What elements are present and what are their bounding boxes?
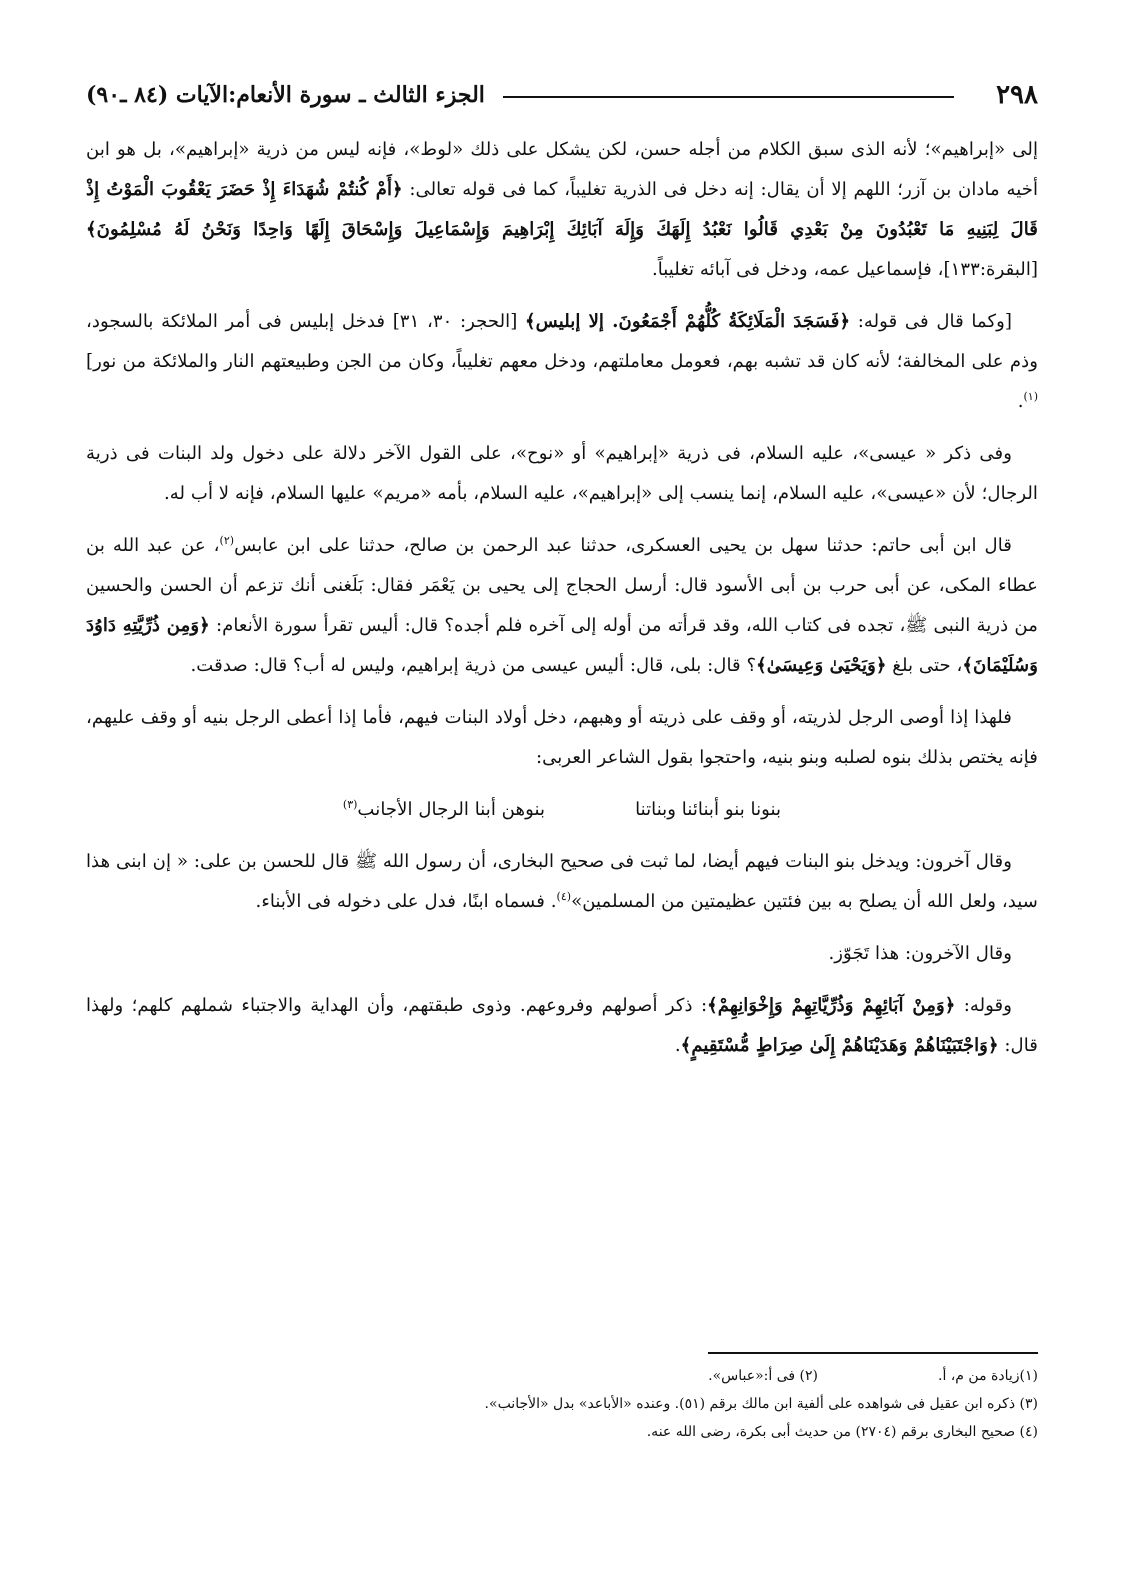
footnote-3: (٣) ذكره ابن عقيل فى شواهده على ألفية ابن مالك برقم (٥١). وعنده «الأباعد» بدل «الأجانب».: [484, 1396, 1038, 1412]
paragraph-text: وقال آخرون: ويدخل بنو البنات فيهم أيضا، لما ثبت فى صحيح البخارى، أن رسول الله ﷺ قال للحسن بن على: « إن ابنى هذا سيد، ولعل الله أن يصلح به بين فئتين عظيمتين من المسلمين»: [86, 851, 1038, 912]
quran-verse: ﴿وَمِن ذُرِّيَّتِهِ دَاوُدَ وَسُلَيْمَانَ﴾: [86, 615, 1038, 676]
paragraph-iblis: [86, 302, 1038, 422]
footnote-marker-3[interactable]: (٣): [342, 797, 358, 811]
paragraph-text: ، حتى بلغ: [886, 655, 963, 676]
main-text: [86, 130, 1038, 1066]
footnotes: [86, 1352, 1038, 1446]
paragraph-isa: وفى ذكر « عيسى»، عليه السلام، فى ذرية «إبراهيم» أو «نوح»، على القول الآخر دلالة على دخول ولد البنات فى ذرية الرجال؛ لأن «عيسى»، عليه السلام، إنما ينسب إلى «إبراهيم»، عليه السلام، بأمه «مريم» عليها السلام، فإنه لا أب له.: [86, 443, 1038, 504]
paragraph-inheritance: فلهذا إذا أوصى الرجل لذريته، أو وقف على ذريته أو وهبهم، دخل أولاد البنات فيهم، فأما إذا أعطى الرجل بنيه أو وقف عليهم، فإنه يختص بذلك بنوه لصلبه وبنو بنيه، واحتجوا بقول الشاعر العربى:: [86, 707, 1038, 768]
paragraph-text: إلى «إبراهيم»؛ لأنه الذى سبق الكلام من أجله حسن، لكن يشكل على ذلك «لوط»، فإنه ليس من ذرية «إبراهيم»، بل هو ابن أخيه مادان بن آزر؛ اللهم إلا أن يقال: إنه دخل فى الذرية تغليباً، كما فى قوله تعالى:: [86, 139, 1038, 200]
paragraph-text: [البقرة:١٣٣]، فإسماعيل عمه، ودخل فى آبائه تغليباً.: [651, 259, 1038, 280]
book-page: [86, 78, 1038, 1558]
paragraph-lut: [86, 130, 1038, 290]
running-title: الجزء الثالث ـ سورة الأنعام:الآيات (٨٤ ـ٩٠): [86, 82, 485, 108]
verse-hemistich-left: [343, 790, 545, 830]
paragraph-text: .: [1017, 391, 1024, 412]
paragraph-text: ، عن عبد الله بن عطاء المكى، عن أبى حرب بن أبى الأسود قال: أرسل الحجاج إلى يحيى بن يَعْمَر فقال: بَلَغنى أنك تزعم أن الحسن والحسين من ذرية النبى ﷺ، تجده فى كتاب الله، وقد قرأته من أوله إلى آخره فلم أجده؟ قال: أليس تقرأ سورة الأنعام:: [86, 535, 1038, 636]
footnote-row: [86, 1362, 1038, 1390]
paragraph-text: ؟ قال: بلى، قال: أليس عيسى من ذرية إبراهيم، وليس له أب؟ قال: صدقت.: [190, 655, 757, 676]
footnote-1: (١)زيادة من م، أ.: [938, 1368, 1038, 1384]
footnote-marker-4[interactable]: (٤): [556, 889, 572, 903]
paragraph-text: .: [674, 1035, 681, 1056]
paragraph-text: قال ابن أبى حاتم: حدثنا سهل بن يحيى العسكرى، حدثنا عبد الرحمن بن صالح، حدثنا على ابن عابس: [234, 535, 1012, 556]
footnote-marker-1[interactable]: (١): [1023, 389, 1038, 403]
paragraph-hadith: [86, 526, 1038, 686]
quran-verse: ﴿أَمْ كُنتُمْ شُهَدَاءَ إِذْ حَضَرَ يَعْقُوبَ الْمَوْتُ إِذْ قَالَ لِبَنِيهِ مَا تَعْبُدُونَ مِنْ بَعْدِي قَالُوا نَعْبُدُ إِلَهَكَ وَإِلَهَ آبَائِكَ إِبْرَاهِيمَ وَإِسْمَاعِيلَ وَإِسْحَاقَ إِلَهًا وَاحِدًا وَنَحْنُ لَهُ مُسْلِمُونَ﴾: [86, 179, 1038, 240]
paragraph-others: [86, 842, 1038, 922]
quran-verse: ﴿وَيَحْيَىٰ وَعِيسَىٰ﴾: [756, 655, 887, 676]
paragraph-text: : ذكر أصولهم وفروعهم. وذوى طبقتهم، وأن الهداية والاجتباء شملهم كلهم؛ ولهذا قال:: [86, 995, 1038, 1056]
header-divider: [503, 96, 954, 98]
paragraph-text: [الحجر: ٣٠، ٣١] فدخل إبليس فى أمر الملائكة بالسجود، وذم على المخالفة؛ لأنه كان قد تشبه بهم، فعومل معاملتهم، ودخل معهم تغليباً، وكان من الجن وطبيعتهم النار والملائكة من نور]: [86, 311, 1038, 372]
quran-verse: ﴿فَسَجَدَ الْمَلَائِكَةُ كُلُّهُمْ أَجْمَعُونَ. إلا إبليس﴾: [524, 311, 851, 332]
paragraph-text: وقوله:: [955, 995, 1013, 1016]
paragraph-short: وقال الآخرون: هذا تَجَوّز.: [828, 943, 1012, 964]
quran-verse: ﴿وَاجْتَبَيْنَاهُمْ وَهَدَيْنَاهُمْ إِلَىٰ صِرَاطٍ مُّسْتَقِيمٍ﴾: [680, 1035, 999, 1056]
poetry-verse: [86, 790, 1038, 830]
footnote-divider: [708, 1352, 1038, 1354]
footnote-4: (٤) صحيح البخارى برقم (٢٧٠٤) من حديث أبى بكرة، رضى الله عنه.: [646, 1424, 1038, 1440]
paragraph-text: [وكما قال فى قوله:: [850, 311, 1012, 332]
verse-hemistich-right: بنونا بنو أبنائنا وبناتنا: [635, 799, 782, 820]
paragraph-text: . فسماه ابنًا، فدل على دخوله فى الأبناء.: [255, 891, 557, 912]
page-number: ٢٩٨: [996, 80, 1038, 110]
paragraph-guidance: [86, 986, 1038, 1066]
footnote-2: (٢) فى أ:«عباس».: [708, 1368, 818, 1384]
footnote-marker-2[interactable]: (٢): [219, 533, 235, 547]
verse-text: بنوهن أبنا الرجال الأجانب: [357, 799, 546, 820]
page-header: [86, 78, 1038, 112]
quran-verse: ﴿وَمِنْ آبَائِهِمْ وَذُرِّيَّاتِهِمْ وَإِخْوَانِهِمْ﴾: [707, 995, 956, 1016]
